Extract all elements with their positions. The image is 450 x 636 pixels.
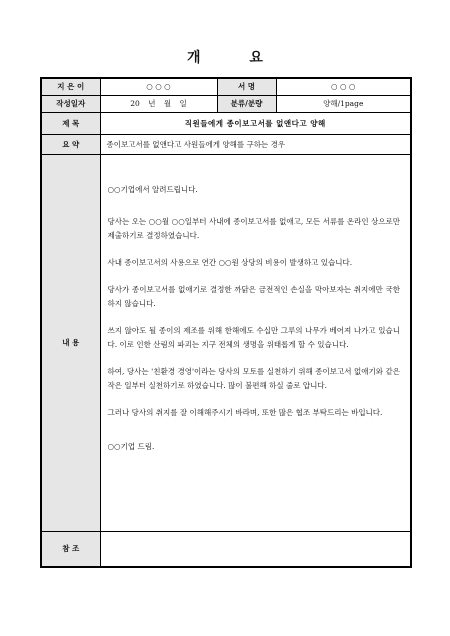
date-label: 작성일자 [41, 95, 100, 112]
body-row [41, 154, 411, 531]
summary-label: 요 약 [41, 134, 100, 154]
category-value: 양해/1page [276, 95, 411, 112]
summary-form-table [40, 77, 412, 568]
subject-value: 직원들에게 종이보고서를 없앤다고 양해 [100, 112, 411, 134]
body-signoff: ○○기업 드림. [107, 441, 155, 451]
reference-label: 참 조 [41, 531, 100, 567]
author-value: ○ ○ ○ [100, 78, 217, 95]
signature-value: ○ ○ ○ [276, 78, 411, 95]
body-paragraph: 당사가 종이보고서를 없애기로 결정한 까닭은 금전적인 손실을 막아보자는 취지에만 국한하지 않습니다. [107, 284, 400, 308]
author-label: 지 은 이 [41, 78, 100, 95]
reference-value [100, 531, 411, 567]
summary-row [41, 134, 411, 154]
reference-row [41, 531, 411, 567]
signature-label: 서 명 [217, 78, 276, 95]
subject-label: 제 목 [41, 112, 100, 134]
summary-value: 종이보고서를 없앤다고 사원들에게 양해를 구하는 경우 [100, 134, 411, 154]
author-row [41, 78, 411, 95]
document-title: 개 요 [187, 50, 285, 66]
body-paragraph: 당사는 오는 ○○월 ○○일부터 사내에 종이보고서를 없애고, 모든 서류를 온라인 상으로만 제출하기로 결정하였습니다. [107, 216, 400, 240]
date-value: 20 년 월 일 [100, 95, 217, 112]
body-label: 내 용 [41, 154, 100, 531]
subject-row [41, 112, 411, 134]
category-label: 분류/분량 [217, 95, 276, 112]
date-row [41, 95, 411, 112]
body-content [100, 154, 411, 531]
body-paragraph: 쓰지 않아도 될 종이의 제조를 위해 한해에도 수십만 그루의 나무가 베어져 나가고 있습니다. 이로 인한 산림의 파괴는 지구 전체의 생명을 위태롭게 할 수 있습니다. [107, 325, 400, 349]
body-paragraph: 하여, 당사는 '친환경 경영'이라는 당사의 모토를 실천하기 위해 종이보고서 없애기와 같은 작은 일부터 실천하기로 하였습니다. 많이 불편해 하실 줄로 압니다. [107, 366, 400, 390]
body-paragraph: 사내 종이보고서의 사용으로 연간 ○○원 상당의 비용이 발생하고 있습니다. [107, 257, 353, 267]
body-paragraph: ○○기업에서 알려드립니다. [107, 184, 198, 194]
body-paragraph: 그러나 당사의 취지를 잘 이해해주시기 바라며, 또한 많은 협조 부탁드리는 바입니다. [107, 407, 383, 417]
